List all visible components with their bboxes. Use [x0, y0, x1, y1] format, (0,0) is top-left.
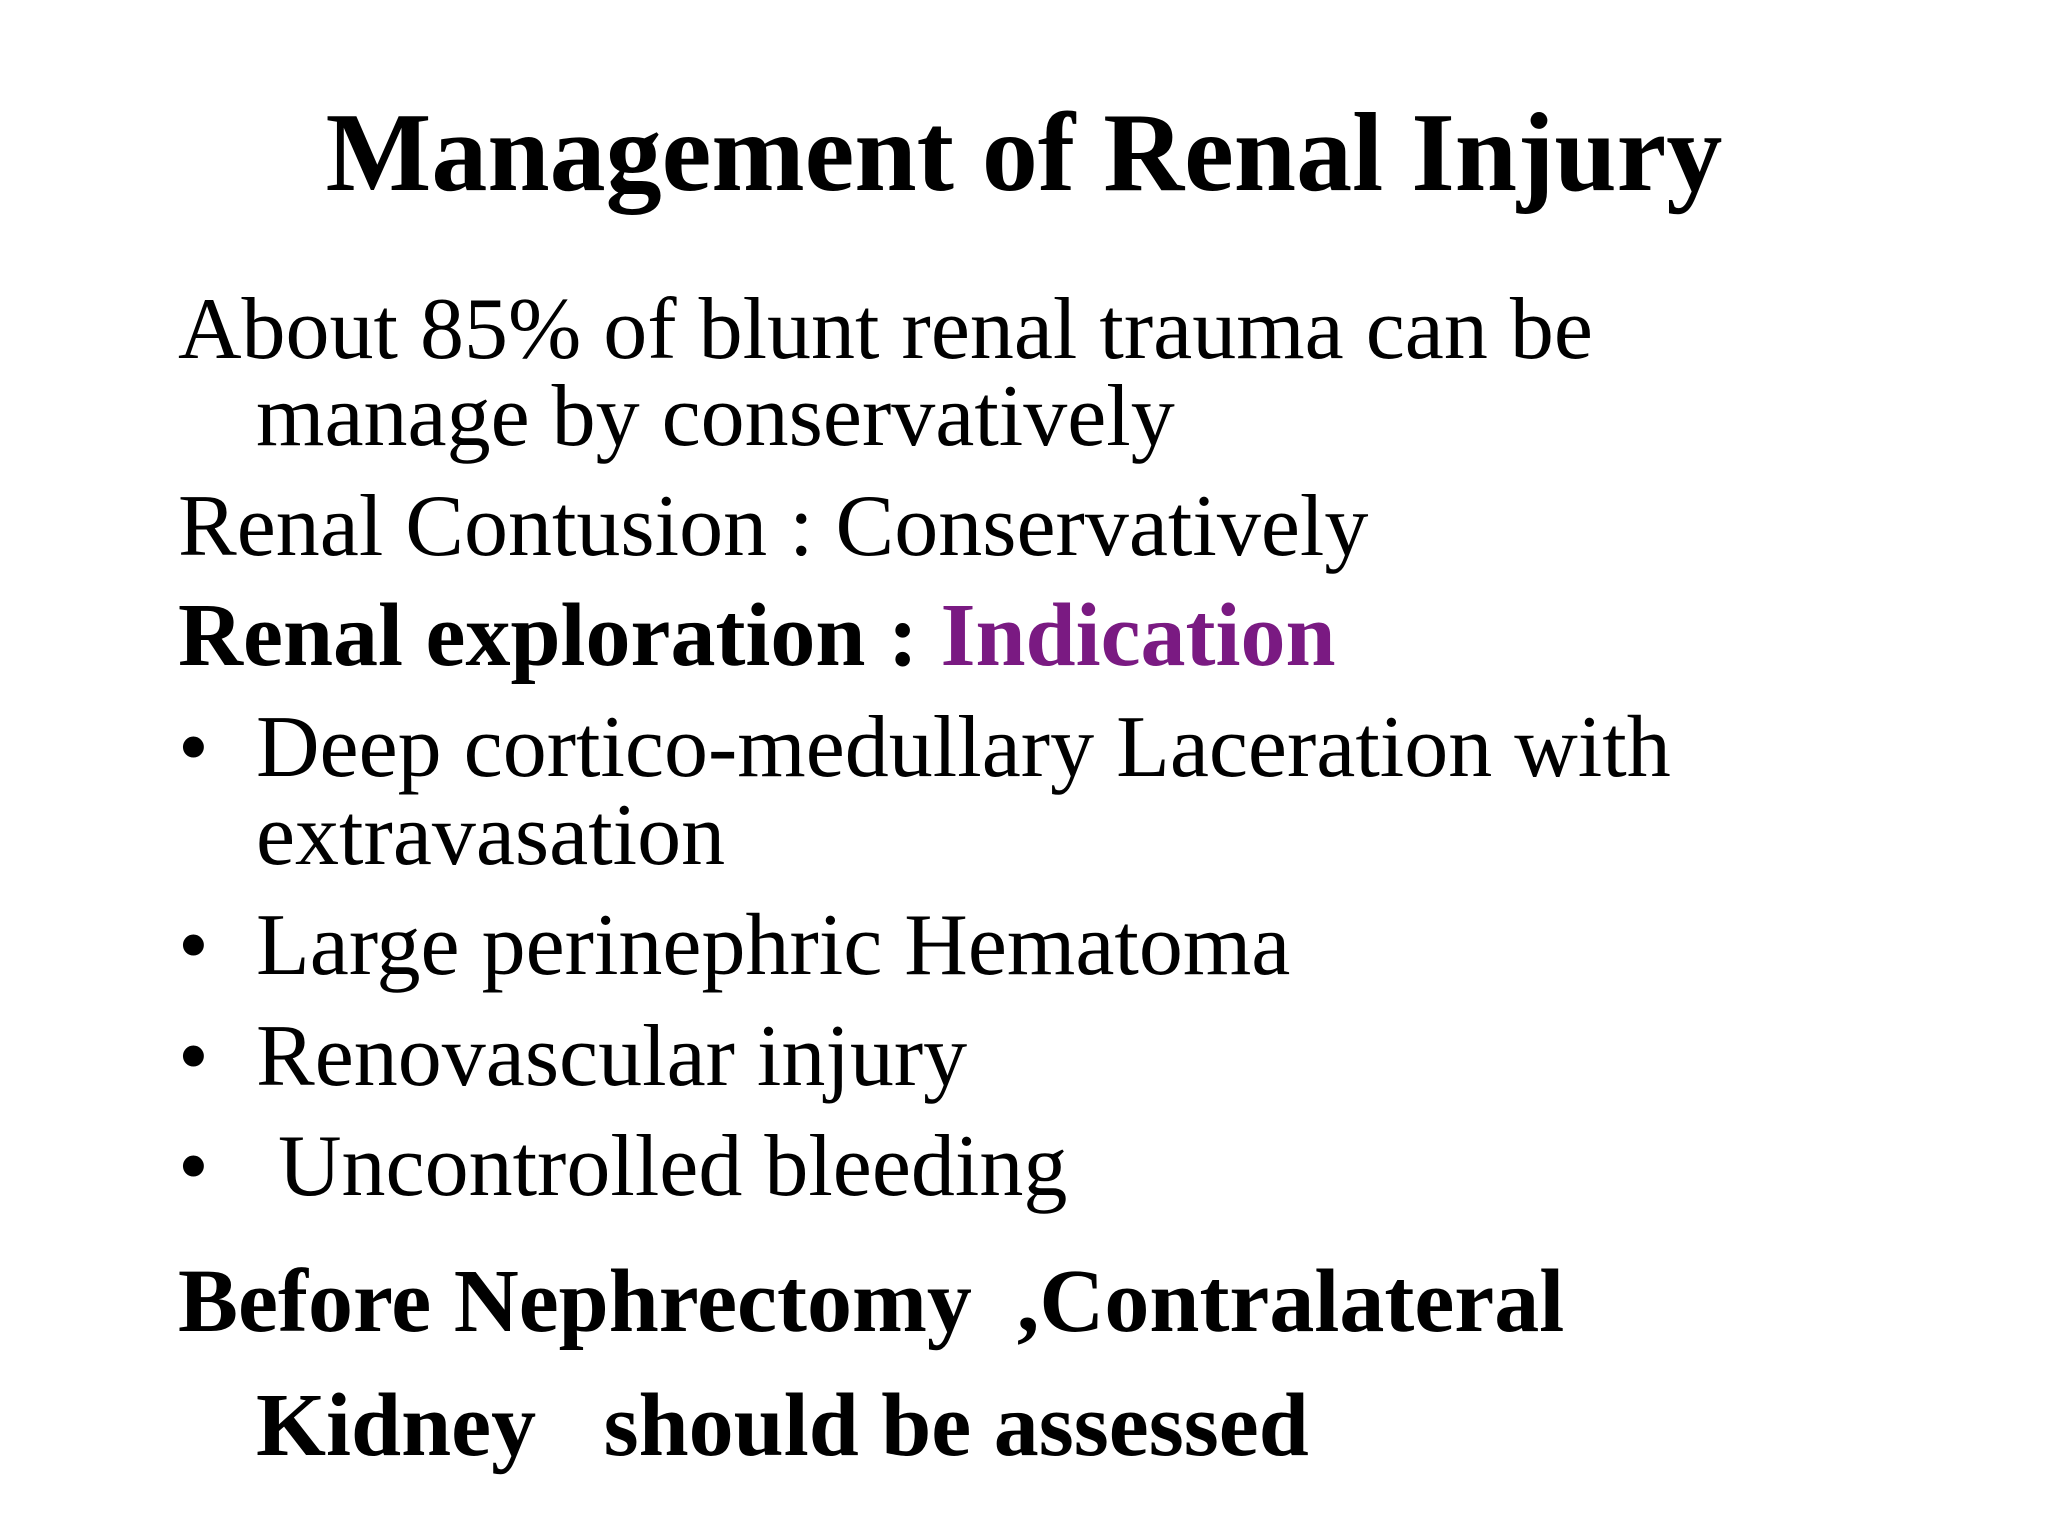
intro-text-line-2: manage by conservatively [256, 368, 1175, 465]
bullet-item-2: Large perinephric Hematoma [256, 897, 1291, 994]
bullet-item-3: Renovascular injury [256, 1008, 968, 1105]
exploration-heading [178, 586, 1336, 685]
bullet-item-4: Uncontrolled bleeding [256, 1118, 1068, 1215]
bullet-icon: • [178, 897, 209, 994]
bullet-icon: • [178, 699, 209, 796]
footer-line-1: Before Nephrectomy ,Contralateral [178, 1252, 1565, 1351]
bullet-icon: • [178, 1008, 209, 1105]
bullet-item-1-line-2: extravasation [256, 787, 726, 884]
exploration-indication: Indication [940, 586, 1336, 685]
intro-text-line-1: About 85% of blunt renal trauma can be [178, 281, 1593, 378]
exploration-label: Renal exploration : [178, 586, 941, 685]
footer-line-2: Kidney should be assessed [256, 1376, 1309, 1475]
slide-title: Management of Renal Injury [325, 91, 1723, 215]
bullet-icon: • [178, 1118, 209, 1215]
bullet-item-1-line-1: Deep cortico-medullary Laceration with [256, 699, 1671, 796]
contusion-text: Renal Contusion : Conservatively [178, 478, 1369, 575]
